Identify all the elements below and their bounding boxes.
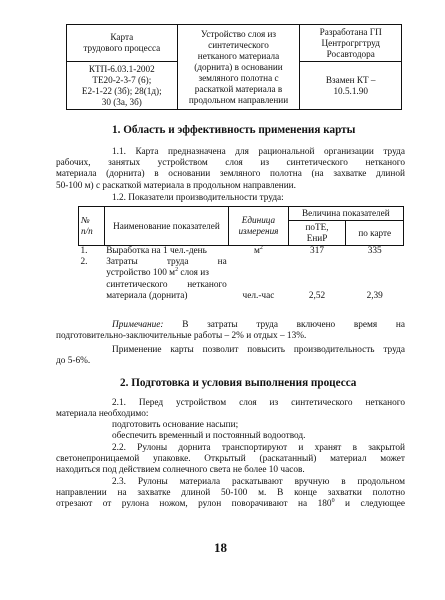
header-card-codes (67, 62, 178, 110)
header-line: КТП-6.03.1-2002 (88, 63, 155, 74)
text-line: 2.3. Рулоны материала раскатывают вручную в продольном (112, 477, 405, 487)
section-2-paragraph-3 (56, 477, 405, 511)
text-line: 2.1. Перед устройством слоя из синтетического нетканого (112, 398, 405, 408)
unit-superscript: 2 (175, 267, 179, 274)
header-line: Устройство слоя из (200, 28, 277, 39)
section-2-paragraph-2 (56, 443, 405, 477)
header-line: Карта (110, 32, 134, 42)
header-line: поТЕ, (305, 222, 329, 232)
section-2-list (112, 420, 405, 442)
header-line: (дорнита) в основании (194, 61, 283, 72)
row-value-card: 2,39 (366, 290, 383, 301)
text-line: материала необходимо: (56, 409, 149, 420)
text-line: до 5-6%. (56, 356, 91, 367)
text-line: светонепроницаемой упаковке. Открытый (раскатанный) материал может (56, 454, 405, 465)
header-line: Единица (241, 215, 276, 225)
text-line: подготовительно-заключительные работы – 2% и отдых – 13%. (56, 331, 307, 342)
header-developer (300, 25, 402, 62)
col-header-name: Наименование показателей (104, 207, 229, 246)
text-line: 1.1. Карта предназначена для рациональной организации труда (112, 147, 405, 157)
table-row (79, 257, 404, 302)
row-value-te: 2,52 (308, 290, 326, 301)
header-line: раскаткой материала в (194, 83, 283, 94)
col-header-values: Величина показателей (288, 207, 403, 221)
row-number: 2. (80, 257, 88, 268)
header-line: ТЕ20-2-3-7 (6); (92, 74, 152, 85)
degree-superscript: 0 (331, 498, 335, 505)
row-name-line: устройство 100 м (106, 268, 176, 279)
col-header-by-card: по карте (346, 221, 404, 246)
row-name-line: слоя из (180, 268, 209, 279)
text-line: материала (дорнита) в основании земляного полотна (на захватке длиной (56, 169, 405, 180)
page-number: 18 (214, 540, 227, 555)
unit-text: м (254, 246, 260, 256)
header-line: земляного полотна с (198, 72, 279, 83)
list-item: подготовить основание насыпи; (112, 420, 239, 430)
text-line: находиться под действием солнечного света не более 10 часов. (56, 465, 305, 476)
text-line: направлении на захватке длиной 50-100 м. В конце захватки полотно (56, 488, 405, 499)
section-2-paragraph-1 (56, 398, 405, 420)
note-label: Примечание: (112, 320, 164, 330)
section-1-paragraph-1 (56, 147, 405, 192)
note-paragraph (56, 320, 405, 342)
row-name-line: Выработка на 1 чел.-день (106, 246, 207, 256)
indicators-table (78, 206, 404, 302)
header-line: 10.5.1.90 (333, 85, 368, 96)
unit-superscript: 2 (259, 244, 263, 251)
text-line: 2.2. Рулоны дорнита транспортируют и хранят в закрытой (112, 443, 405, 453)
row-name-line: синтетического нетканого (106, 279, 227, 290)
header-line: Взамен КТ – (325, 74, 376, 85)
row-name (104, 246, 229, 258)
header-line: синтетического (208, 39, 269, 50)
row-name-line: Затраты труда на (106, 257, 227, 268)
header-line: продольном направлении (188, 94, 289, 105)
header-process-description (177, 25, 300, 110)
section-1-title: 1. Область и эффективность применения карты (112, 124, 356, 136)
table-row (79, 246, 404, 258)
row-value-te: 317 (310, 246, 324, 256)
section-1-paragraph-3 (56, 345, 405, 367)
header-line: ЕниР (306, 233, 328, 243)
section-1-paragraph-2: 1.2. Показатели производительности труда: (112, 193, 284, 203)
header-line: Росавтодора (326, 48, 375, 59)
header-line: Центрогргтруд (321, 37, 380, 48)
col-header-unit (229, 207, 288, 246)
note-text: В затраты труда включено время на (163, 320, 405, 330)
row-unit (229, 246, 288, 258)
header-line: измерения (238, 226, 279, 236)
header-line: нетканого материала (197, 50, 280, 61)
row-name (104, 257, 229, 302)
header-replaces (300, 62, 402, 110)
text-line: 50-100 м) с раскаткой материала в продольном направлении. (56, 180, 296, 191)
row-value-card: 335 (367, 246, 382, 256)
text-line: отрезают от рулона ножом, рулон поворачивают на 180 (56, 499, 332, 510)
header-line: Е2-1-22 (3б); 28(1д); (81, 85, 162, 96)
header-line: 30 (3а, 3б) (101, 96, 142, 107)
header-line: Разработана ГП (319, 26, 382, 37)
header-line: п/п (81, 226, 93, 236)
list-item: обеспечить временный и постоянный водоотвод. (112, 431, 306, 442)
col-header-number (79, 207, 105, 246)
row-unit: чел.-час (242, 290, 275, 301)
header-line: № (81, 215, 90, 225)
header-table (66, 24, 402, 110)
row-number: 1. (80, 246, 88, 256)
header-line: трудового процесса (83, 43, 161, 53)
header-card-title (67, 25, 178, 62)
row-name-line: материала (дорнита) (106, 290, 188, 301)
col-header-te-enir (288, 221, 346, 246)
text-line: Применение карты позволит повысить производительность труда (112, 345, 405, 355)
text-line: и следующее (334, 499, 405, 510)
text-line: рабочих, занятых устройством слоя из синтетического нетканого (56, 158, 405, 169)
section-2-title: 2. Подготовка и условия выполнения процесса (120, 377, 357, 389)
